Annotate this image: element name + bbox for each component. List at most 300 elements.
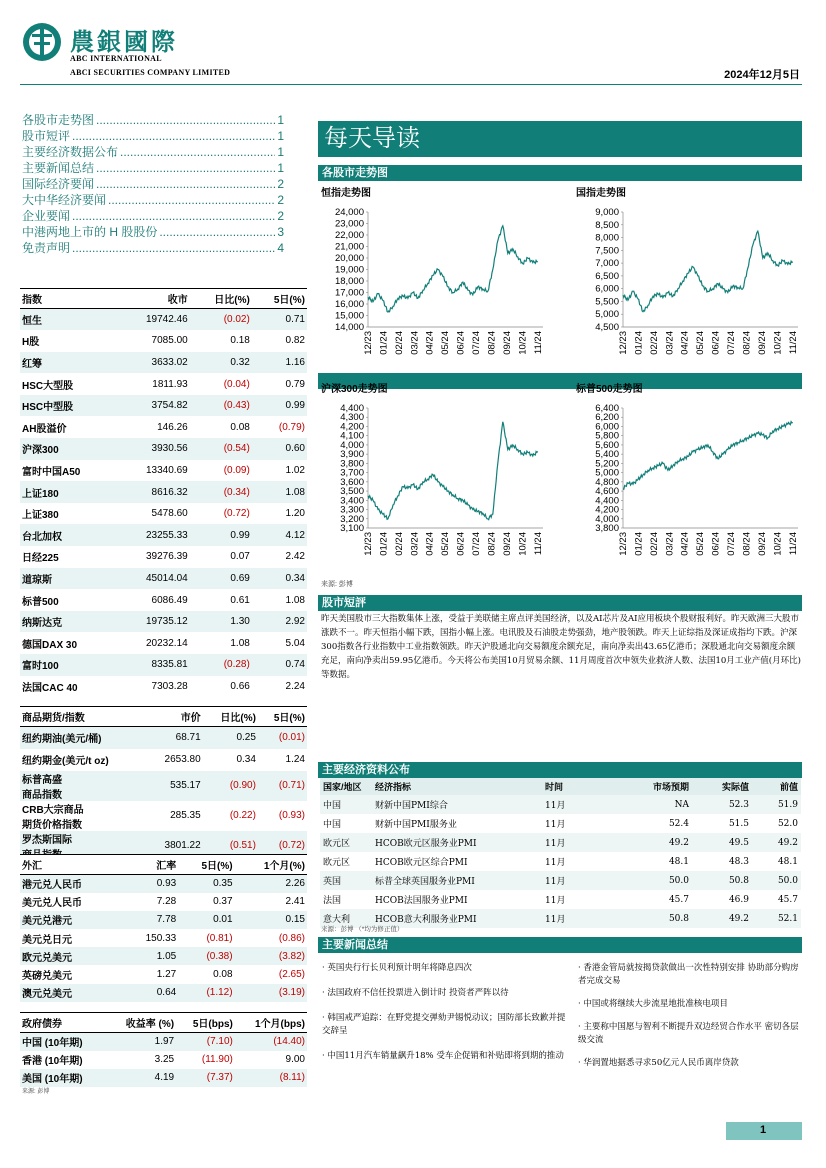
y-tick-label: 19,000 <box>334 264 364 276</box>
row-value: 52.4 <box>668 818 689 829</box>
y-tick-label: 4,800 <box>595 476 619 488</box>
y-tick-label: 4,300 <box>340 412 364 424</box>
x-tick-label: 05/24 <box>440 331 452 355</box>
row-value: (0.81) <box>206 932 233 944</box>
y-tick-label: 3,100 <box>340 523 364 534</box>
y-tick-label: 3,900 <box>340 449 364 461</box>
toc-entry-title[interactable]: 大中华经济要闻 <box>22 193 107 207</box>
row-value: 11月 <box>542 795 632 814</box>
toc-page-number: 1 <box>277 161 284 175</box>
x-tick-label: 02/24 <box>648 532 660 556</box>
row-value: 2.42 <box>285 551 305 563</box>
row-label: 上证380 <box>22 510 59 522</box>
y-tick-label: 3,600 <box>340 476 364 488</box>
x-tick-label: 01/24 <box>633 532 645 556</box>
row-value: 146.26 <box>157 421 188 433</box>
y-tick-label: 4,200 <box>340 421 364 433</box>
row-value: 52.0 <box>777 818 798 829</box>
logo-english-company: ABCI SECURITIES COMPANY LIMITED <box>70 68 231 77</box>
table-row <box>320 890 801 909</box>
row-label: 日经225 <box>22 553 59 565</box>
x-tick-label: 02/24 <box>648 331 660 355</box>
logo-chinese: 農銀國際 <box>70 30 178 56</box>
bonds-table <box>20 1012 307 1087</box>
table-row <box>20 875 307 893</box>
row-label: 港元兑人民币 <box>20 875 123 893</box>
table-row <box>20 438 307 460</box>
table-header-cell: 时间 <box>542 778 632 795</box>
row-value: NA <box>632 795 692 814</box>
y-tick-label: 9,000 <box>595 207 619 218</box>
y-tick-label: 8,000 <box>595 232 619 244</box>
news-item[interactable]: · 主要称中国愿与智利不断提升双边经贸合作水平 密切各层级交流 <box>578 1022 799 1045</box>
row-value: 535.17 <box>147 771 203 801</box>
fx-table <box>20 854 307 1002</box>
news-item[interactable]: · 英国央行行长贝利预计明年将降息四次 <box>322 963 472 973</box>
index-charts <box>318 182 802 577</box>
toc-entry-title[interactable]: 股市短评 <box>22 129 71 143</box>
toc-entry[interactable] <box>22 112 284 128</box>
toc-entry[interactable] <box>22 144 284 160</box>
x-tick-label: 11/24 <box>787 532 799 556</box>
row-value: 4.19 <box>106 1069 176 1087</box>
x-tick-label: 07/24 <box>726 532 738 556</box>
row-value: (0.79) <box>278 421 305 433</box>
abc-logo-icon <box>22 22 62 62</box>
x-tick-label: 08/24 <box>741 532 753 556</box>
table-row <box>20 965 307 983</box>
row-label: 恒生 <box>20 309 118 331</box>
row-value: (11.90) <box>201 1054 233 1065</box>
logo <box>22 20 282 80</box>
x-tick-label: 06/24 <box>455 532 467 556</box>
row-value: 1.08 <box>230 637 250 649</box>
row-value: 8335.81 <box>118 654 190 676</box>
row-value: 51.5 <box>728 818 749 829</box>
row-value: 1.05 <box>123 947 179 965</box>
row-value: 11月 <box>542 909 632 928</box>
x-tick-label: 10/24 <box>517 331 529 355</box>
row-value: 1.24 <box>285 754 305 765</box>
row-label: 富时中国A50 <box>22 466 81 478</box>
table-row <box>20 632 307 654</box>
table-row <box>20 395 307 417</box>
table-row <box>320 814 801 833</box>
row-value: 1.30 <box>190 611 252 633</box>
news-right-column <box>578 962 802 1080</box>
row-value: (0.04) <box>223 378 250 390</box>
table-row <box>20 524 307 546</box>
row-label: 红筹 <box>20 352 118 374</box>
row-label: 香港 (10年期) <box>22 1056 83 1067</box>
row-value: 英国 <box>320 871 372 890</box>
row-value: (0.90) <box>203 771 258 801</box>
row-label: 美元兑港元 <box>20 911 123 929</box>
report-date: 2024年12月5日 <box>724 69 800 81</box>
x-tick-label: 03/24 <box>409 532 421 556</box>
row-value: 4.12 <box>252 524 307 546</box>
row-value: (7.10) <box>176 1033 235 1051</box>
table-header-cell: 收益率 (%) <box>106 1013 176 1033</box>
y-tick-label: 8,500 <box>595 219 619 231</box>
row-value: 0.64 <box>123 984 179 1002</box>
x-tick-label: 01/24 <box>378 532 390 556</box>
row-value: 48.1 <box>777 856 798 867</box>
x-tick-label: 10/24 <box>517 532 529 556</box>
x-tick-label: 12/23 <box>363 532 374 556</box>
table-header-cell: 商品期货/指数 <box>20 707 147 727</box>
y-tick-label: 14,000 <box>334 322 364 333</box>
chart-title: 国指走势图 <box>576 188 626 199</box>
x-tick-label: 05/24 <box>440 532 452 556</box>
row-value: 1811.93 <box>152 378 188 390</box>
row-label: 罗杰斯国际 <box>20 831 147 861</box>
table-header-cell: 市价 <box>147 707 203 727</box>
y-tick-label: 6,500 <box>595 270 619 282</box>
row-value: 49.2 <box>692 909 752 928</box>
table-of-contents <box>22 112 284 256</box>
row-value: 3633.02 <box>118 352 190 374</box>
row-value: 0.01 <box>178 911 234 929</box>
toc-entry[interactable] <box>22 224 284 240</box>
row-value: (0.38) <box>178 947 234 965</box>
table-header-cell: 5日(%) <box>252 289 307 309</box>
row-label: 澳元兑美元 <box>20 984 123 1002</box>
toc-entry-title[interactable]: 主要经济数据公布 <box>22 145 119 159</box>
table-header-cell: 1个月(bps) <box>235 1013 307 1033</box>
y-tick-label: 3,300 <box>340 504 364 516</box>
table-row <box>20 611 307 633</box>
x-tick-label: 10/24 <box>772 331 784 355</box>
row-label: HSC中型股 <box>20 395 118 417</box>
table-row <box>20 352 307 374</box>
row-label: HSC大型股 <box>22 380 74 392</box>
row-value: (2.65) <box>278 969 305 981</box>
row-value: 0.34 <box>236 754 256 765</box>
toc-entry[interactable] <box>22 160 284 176</box>
toc-page-number: 2 <box>277 209 284 223</box>
row-value: (0.09) <box>223 464 250 476</box>
x-tick-label: 02/24 <box>393 532 405 556</box>
y-tick-label: 5,600 <box>595 439 619 451</box>
row-value: (3.19) <box>235 984 307 1002</box>
table-header-cell: 前值 <box>752 778 801 795</box>
row-label: AH股溢价 <box>22 423 67 435</box>
toc-entry-title[interactable]: 国际经济要闻 <box>22 177 95 191</box>
news-item[interactable]: · 韩国戒严追踪：在野党提交弹劾尹锡悦动议；国防部长致歉并提交辞呈 <box>322 1013 566 1036</box>
row-value: 3.25 <box>154 1054 175 1065</box>
row-value: (0.43) <box>190 395 252 417</box>
y-tick-label: 3,700 <box>340 467 364 479</box>
row-value: 45.7 <box>777 894 798 905</box>
table-row <box>20 801 307 831</box>
row-value: 财新中国PMI服务业 <box>375 820 457 830</box>
tables-source: 来源: 彭博 <box>22 1089 50 1095</box>
x-tick-label: 05/24 <box>695 331 707 355</box>
row-value: 49.2 <box>632 833 692 852</box>
table-row <box>320 795 801 814</box>
x-tick-label: 05/24 <box>695 532 707 556</box>
table-row <box>20 373 307 395</box>
row-value: 0.37 <box>213 896 233 908</box>
chart-title: 恒指走势图 <box>321 188 371 199</box>
chart-title: 标普500走势图 <box>576 384 643 395</box>
row-value: 5.04 <box>285 637 305 649</box>
y-tick-label: 4,400 <box>595 495 619 507</box>
news-item[interactable]: · 中国或将继续大步流星地批准核电项目 <box>578 999 728 1009</box>
row-value: 11月 <box>545 896 566 906</box>
table-row <box>20 929 307 947</box>
row-value: (0.72) <box>223 508 250 520</box>
table-row <box>20 568 307 590</box>
row-value: 13340.69 <box>145 464 188 476</box>
row-value: 2.41 <box>285 896 305 908</box>
toc-entry-title[interactable]: 主要新闻总结 <box>22 161 95 175</box>
row-value: 2.26 <box>235 875 307 893</box>
row-value: 3801.22 <box>147 831 203 861</box>
row-value: 20232.14 <box>145 637 188 649</box>
row-label: 富时100 <box>20 654 118 676</box>
row-label: 欧元兑美元 <box>20 947 123 965</box>
x-tick-label: 06/24 <box>710 532 722 556</box>
row-label: CRB大宗商品 期货价格指数 <box>22 804 84 831</box>
table-header-cell: 5日(bps) <box>176 1013 235 1033</box>
row-value: 50.8 <box>692 871 752 890</box>
table-header-cell: 汇率 <box>123 855 179 875</box>
x-tick-label: 06/24 <box>710 331 722 355</box>
y-tick-label: 3,800 <box>340 458 364 470</box>
table-header-cell: 实际值 <box>692 778 752 795</box>
row-value: (0.54) <box>190 438 252 460</box>
row-value: (0.71) <box>258 771 307 801</box>
row-value: 0.25 <box>203 727 258 749</box>
table-row <box>20 771 307 801</box>
y-tick-label: 3,200 <box>340 513 364 525</box>
row-value: 0.93 <box>123 875 179 893</box>
series-line <box>368 226 538 312</box>
toc-leader <box>96 176 275 192</box>
x-tick-label: 04/24 <box>424 532 436 556</box>
row-value: (7.37) <box>176 1069 235 1087</box>
row-value: 11月 <box>542 833 632 852</box>
table-row <box>20 503 307 525</box>
row-value: 50.0 <box>752 871 801 890</box>
row-value: 49.5 <box>692 833 752 852</box>
toc-entry[interactable] <box>22 176 284 192</box>
toc-entry[interactable] <box>22 208 284 224</box>
economic-data-header: 主要经济资料公布 <box>318 762 802 778</box>
row-label: 纽约期油(美元/桶) <box>20 727 147 749</box>
y-tick-label: 23,000 <box>334 218 364 230</box>
y-tick-label: 4,600 <box>595 486 619 498</box>
economic-data-table <box>320 778 801 928</box>
row-value: 39276.39 <box>145 551 188 563</box>
row-value: (0.93) <box>278 810 305 821</box>
row-value: 1.97 <box>106 1033 176 1051</box>
row-value: 2.24 <box>285 680 305 692</box>
toc-entry[interactable] <box>22 128 284 144</box>
y-tick-label: 17,000 <box>334 287 364 299</box>
x-tick-label: 07/24 <box>471 331 483 355</box>
y-tick-label: 4,400 <box>340 403 364 414</box>
x-tick-label: 09/24 <box>501 532 513 556</box>
table-row <box>20 749 307 771</box>
x-tick-label: 01/24 <box>633 331 645 355</box>
series-line <box>623 231 793 312</box>
table-header-cell: 指数 <box>20 289 118 309</box>
toc-entry-title[interactable]: 各股市走势图 <box>22 113 95 127</box>
toc-leader <box>159 224 275 240</box>
row-value: 0.61 <box>230 594 250 606</box>
x-tick-label: 04/24 <box>679 532 691 556</box>
logo-english: ABC INTERNATIONAL <box>70 54 162 63</box>
row-value: 意大利 <box>320 909 372 928</box>
row-value: (0.02) <box>190 309 252 331</box>
table-row <box>20 481 307 503</box>
row-value: 9.00 <box>285 1054 305 1065</box>
row-value: 0.99 <box>252 395 307 417</box>
toc-leader <box>72 208 275 224</box>
row-value: 0.82 <box>285 335 305 347</box>
row-value: 欧元区 <box>323 858 351 868</box>
y-tick-label: 3,400 <box>340 495 364 507</box>
table-row <box>20 727 307 749</box>
table-row <box>20 911 307 929</box>
row-value: 8616.32 <box>118 481 190 503</box>
row-value: 150.33 <box>145 932 177 944</box>
toc-entry-title[interactable]: 中港两地上市的 H 股股份 <box>22 225 158 239</box>
x-tick-label: 04/24 <box>424 331 436 355</box>
row-label: 标普高盛 商品指数 <box>20 771 147 801</box>
row-value: 11月 <box>542 871 632 890</box>
charts-section-header: 各股市走势图 <box>318 165 802 181</box>
row-value: 50.8 <box>632 909 692 928</box>
row-value: 0.71 <box>252 309 307 331</box>
y-tick-label: 6,000 <box>595 421 619 433</box>
table-row <box>20 416 307 438</box>
table-header-cell: 市场预期 <box>632 778 692 795</box>
table-header-cell: 日比(%) <box>190 289 252 309</box>
row-value: 0.18 <box>230 335 250 347</box>
series-line <box>368 422 538 520</box>
y-tick-label: 5,400 <box>595 449 619 461</box>
row-value: 1.16 <box>252 352 307 374</box>
table-row <box>20 654 307 676</box>
row-value: 0.66 <box>230 680 250 692</box>
row-label: 法国CAC 40 <box>22 682 78 694</box>
row-label: 纽约期金(美元/t oz) <box>22 756 109 767</box>
news-item[interactable]: · 法国政府不信任投票进入倒计时 投资者严阵以待 <box>322 988 509 998</box>
x-tick-label: 12/23 <box>618 331 629 355</box>
row-value: HCOB法国服务业PMI <box>375 896 468 906</box>
row-label: H股 <box>22 337 40 349</box>
toc-page-number: 4 <box>277 241 284 255</box>
row-value: 48.3 <box>728 856 749 867</box>
x-tick-label: 04/24 <box>679 331 691 355</box>
row-value: 285.35 <box>170 810 201 821</box>
row-value: 0.15 <box>235 911 307 929</box>
row-value: 3754.82 <box>118 395 190 417</box>
table-row <box>20 984 307 1002</box>
toc-page-number: 2 <box>277 177 284 191</box>
row-value: 45014.04 <box>118 568 190 590</box>
row-value: (0.72) <box>258 831 307 861</box>
news-item[interactable]: · 香港金管局就按揭贷款做出一次性特别安排 协助部分购房者完成交易 <box>578 963 799 986</box>
row-label: 英磅兑美元 <box>22 971 72 983</box>
row-label: 台北加权 <box>20 524 118 546</box>
y-tick-label: 3,500 <box>340 486 364 498</box>
commodities-table <box>20 706 307 861</box>
table-row <box>20 589 307 611</box>
toc-page-number: 1 <box>277 145 284 159</box>
table-row <box>20 309 307 331</box>
table-row <box>20 330 307 352</box>
table-row <box>20 460 307 482</box>
x-tick-label: 10/24 <box>772 532 784 556</box>
table-header-cell: 日比(%) <box>203 707 258 727</box>
row-value: 6086.49 <box>151 594 188 606</box>
row-value: 0.08 <box>230 421 250 433</box>
y-tick-label: 5,000 <box>595 467 619 479</box>
toc-entry[interactable] <box>22 240 284 256</box>
row-label: 德国DAX 30 <box>22 639 78 651</box>
y-tick-label: 21,000 <box>334 241 364 253</box>
toc-leader <box>120 144 275 160</box>
table-header-cell: 5日(%) <box>258 707 307 727</box>
y-tick-label: 18,000 <box>334 276 364 287</box>
row-value: 0.35 <box>178 875 234 893</box>
row-value: 1.02 <box>285 464 305 476</box>
y-tick-label: 4,500 <box>595 322 619 333</box>
row-label: 沪深300 <box>20 438 118 460</box>
y-tick-label: 4,100 <box>340 430 364 442</box>
x-tick-label: 08/24 <box>741 331 753 355</box>
y-tick-label: 4,000 <box>340 439 364 451</box>
y-tick-label: 4,000 <box>595 513 619 525</box>
y-tick-label: 5,200 <box>595 458 619 470</box>
news-item[interactable]: · 华润置地据悉寻求50亿元人民币离岸贷款 <box>578 1058 739 1068</box>
row-value: 中国 <box>320 795 372 814</box>
row-value: 中国 <box>323 820 342 830</box>
page-title: 每天导读 <box>318 121 802 157</box>
commentary-section-header: 股市短評 <box>318 595 802 611</box>
chart-title: 沪深300走势图 <box>321 384 388 395</box>
row-value: 2.92 <box>252 611 307 633</box>
toc-entry-title[interactable]: 企业要闻 <box>22 209 71 223</box>
row-value: HCOB欧元区综合PMI <box>375 858 468 868</box>
toc-leader <box>108 192 275 208</box>
row-value: 0.79 <box>285 378 305 390</box>
toc-entry[interactable] <box>22 192 284 208</box>
row-value: 49.2 <box>752 833 801 852</box>
row-value: 1.20 <box>285 508 305 520</box>
table-header-cell: 收市 <box>118 289 190 309</box>
toc-page-number: 2 <box>277 193 284 207</box>
row-label: 美元兑日元 <box>22 934 72 946</box>
table-header-cell: 外汇 <box>20 855 123 875</box>
table-row <box>20 1033 307 1051</box>
row-value: 19742.46 <box>118 309 190 331</box>
table-row <box>20 546 307 568</box>
row-value: 51.9 <box>752 795 801 814</box>
charts-source: 来源: 彭博 <box>321 581 353 588</box>
row-value: (3.82) <box>235 947 307 965</box>
row-label: 标普500 <box>22 596 59 608</box>
x-tick-label: 11/24 <box>532 532 544 556</box>
news-item[interactable]: · 中国11月汽车销量飙升18% 受车企促销和补贴即将到期的推动 <box>322 1051 564 1061</box>
row-value: 1.27 <box>156 969 177 981</box>
toc-entry-title[interactable]: 免责声明 <box>22 241 71 255</box>
